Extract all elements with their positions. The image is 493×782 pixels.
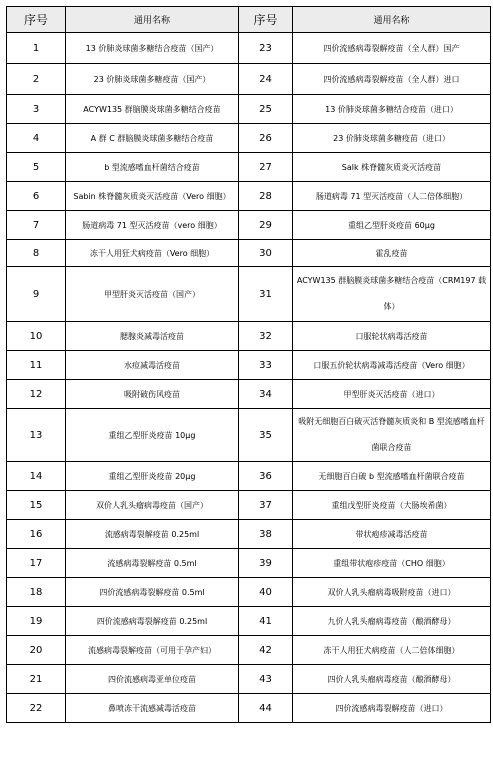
table-row [7,549,491,578]
row-number: 17 [7,549,66,578]
vaccine-name: 带状疱疹减毒活疫苗 [293,520,491,549]
row-number: 44 [239,694,293,723]
vaccine-name: 双价人乳头瘤病毒疫苗（国产） [66,491,239,520]
table-row [7,694,491,723]
header-seq-right: 序号 [239,7,293,33]
table-row [7,578,491,607]
table-row [7,380,491,409]
row-number: 2 [7,64,66,95]
vaccine-name: 13 价肺炎球菌多糖结合疫苗（国产） [66,33,239,64]
vaccine-name: 23 价肺炎球菌多糖疫苗（进口） [293,124,491,153]
vaccine-name: 鼻喷冻干流感减毒活疫苗 [66,694,239,723]
vaccine-name: 冻干人用狂犬病疫苗（人二倍体细胞） [293,636,491,665]
row-number: 4 [7,124,66,153]
row-number: 6 [7,182,66,211]
row-number: 3 [7,95,66,124]
vaccine-name: 口服五价轮状病毒减毒活疫苗（Vero 细胞） [293,351,491,380]
vaccine-name: 重组带状疱疹疫苗（CHO 细胞） [293,549,491,578]
table-row [7,267,491,322]
table-row [7,636,491,665]
vaccine-name: 四价流感病毒裂解疫苗 0.25ml [66,607,239,636]
table-row [7,409,491,462]
table-row [7,211,491,240]
vaccine-name: 四价流感病毒裂解疫苗（进口） [293,694,491,723]
vaccine-name: 肠道病毒 71 型灭活疫苗（vero 细胞） [66,211,239,240]
row-number: 29 [239,211,293,240]
vaccine-name: 霍乱疫苗 [293,240,491,267]
row-number: 13 [7,409,66,462]
table-row [7,95,491,124]
table-row [7,124,491,153]
row-number: 41 [239,607,293,636]
header-name-right: 通用名称 [293,7,491,33]
vaccine-name: 水痘减毒活疫苗 [66,351,239,380]
vaccine-name: 四价人乳头瘤病毒疫苗（酿酒酵母） [293,665,491,694]
row-number: 37 [239,491,293,520]
table-row [7,182,491,211]
table-row [7,64,491,95]
table-row [7,153,491,182]
row-number: 16 [7,520,66,549]
row-number: 38 [239,520,293,549]
vaccine-name: b 型流感嗜血杆菌结合疫苗 [66,153,239,182]
row-number: 40 [239,578,293,607]
row-number: 5 [7,153,66,182]
table-row [7,33,491,64]
vaccine-name: 四价流感病毒裂解疫苗（全人群）进口 [293,64,491,95]
row-number: 14 [7,462,66,491]
vaccine-name: 重组戊型肝炎疫苗（大肠埃希菌） [293,491,491,520]
row-number: 12 [7,380,66,409]
vaccine-name: 13 价肺炎球菌多糖结合疫苗（进口） [293,95,491,124]
row-number: 31 [239,267,293,322]
row-number: 28 [239,182,293,211]
table-row [7,665,491,694]
table-row [7,322,491,351]
vaccine-name: 重组乙型肝炎疫苗 60μg [293,211,491,240]
row-number: 7 [7,211,66,240]
vaccine-name: Sabin 株脊髓灰质炎灭活疫苗（Vero 细胞） [66,182,239,211]
vaccine-name: 肠道病毒 71 型灭活疫苗（人二倍体细胞） [293,182,491,211]
vaccine-name: 口服轮状病毒活疫苗 [293,322,491,351]
row-number: 39 [239,549,293,578]
row-number: 32 [239,322,293,351]
table-row [7,462,491,491]
vaccine-name: 吸附破伤风疫苗 [66,380,239,409]
vaccine-name: 23 价肺炎球菌多糖疫苗（国产） [66,64,239,95]
row-number: 25 [239,95,293,124]
vaccine-name: 流感病毒裂解疫苗 0.25ml [66,520,239,549]
vaccine-name: 无细胞百白破 b 型流感嗜血杆菌联合疫苗 [293,462,491,491]
vaccine-name: ACYW135 群脑膜炎球菌多糖结合疫苗（CRM197 载体） [293,267,491,322]
vaccine-name: 九价人乳头瘤病毒疫苗（酿酒酵母） [293,607,491,636]
row-number: 19 [7,607,66,636]
table-body [7,33,491,723]
vaccine-name: 四价流感病毒裂解疫苗（全人群）国产 [293,33,491,64]
row-number: 23 [239,33,293,64]
table-row [7,520,491,549]
table-row [7,240,491,267]
table-row [7,491,491,520]
row-number: 15 [7,491,66,520]
row-number: 35 [239,409,293,462]
vaccine-name: 甲型肝炎灭活疫苗（进口） [293,380,491,409]
vaccine-name: A 群 C 群脑膜炎球菌多糖结合疫苗 [66,124,239,153]
vaccine-name: 腮腺炎减毒活疫苗 [66,322,239,351]
vaccine-name: 四价流感病毒裂解疫苗 0.5ml [66,578,239,607]
row-number: 36 [239,462,293,491]
row-number: 43 [239,665,293,694]
vaccine-name: 重组乙型肝炎疫苗 10μg [66,409,239,462]
row-number: 18 [7,578,66,607]
vaccine-name: 甲型肝炎灭活疫苗（国产） [66,267,239,322]
row-number: 24 [239,64,293,95]
row-number: 1 [7,33,66,64]
header-seq-left: 序号 [7,7,66,33]
vaccine-name: 吸附无细胞百白破灭活脊髓灰质炎和 B 型流感嗜血杆菌联合疫苗 [293,409,491,462]
vaccine-name: Salk 株脊髓灰质炎灭活疫苗 [293,153,491,182]
vaccine-name: 四价流感病毒亚单位疫苗 [66,665,239,694]
row-number: 22 [7,694,66,723]
vaccine-name: 流感病毒裂解疫苗 0.5ml [66,549,239,578]
header-name-left: 通用名称 [66,7,239,33]
row-number: 34 [239,380,293,409]
row-number: 11 [7,351,66,380]
vaccine-name: 双价人乳头瘤病毒吸附疫苗（进口） [293,578,491,607]
row-number: 30 [239,240,293,267]
table-header-row [7,7,491,33]
vaccine-name: ACYW135 群脑膜炎球菌多糖结合疫苗 [66,95,239,124]
row-number: 33 [239,351,293,380]
row-number: 26 [239,124,293,153]
row-number: 21 [7,665,66,694]
row-number: 27 [239,153,293,182]
row-number: 20 [7,636,66,665]
vaccine-table [6,6,491,723]
row-number: 9 [7,267,66,322]
vaccine-name: 流感病毒裂解疫苗（可用于孕产妇） [66,636,239,665]
vaccine-name: 重组乙型肝炎疫苗 20μg [66,462,239,491]
table-row [7,607,491,636]
row-number: 8 [7,240,66,267]
row-number: 42 [239,636,293,665]
table-row [7,351,491,380]
vaccine-name: 冻干人用狂犬病疫苗（Vero 细胞） [66,240,239,267]
row-number: 10 [7,322,66,351]
